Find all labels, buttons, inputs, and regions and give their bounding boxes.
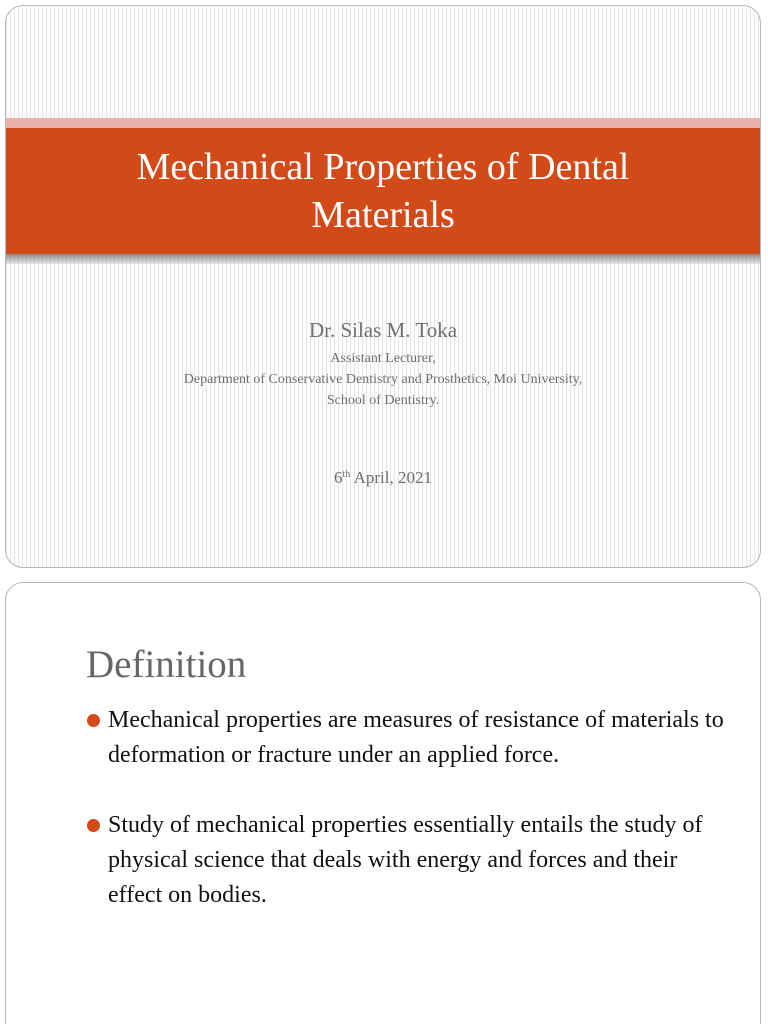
slide-title: Mechanical Properties of Dental Materials: [136, 146, 630, 236]
author-role: Assistant Lecturer,: [330, 351, 436, 366]
bullet-text: Study of mechanical properties essentially entails the study of physical science that deals with energy and forces and their effect on bodies.: [108, 812, 703, 908]
title-slide: [5, 5, 761, 568]
bullet-text: Mechanical properties are measures of resistance of materials to deformation or fracture under an applied force.: [108, 707, 724, 768]
bullet-item: [86, 703, 726, 773]
bullet-item: [86, 808, 726, 913]
bullet-dot-icon: [87, 819, 100, 832]
title-band: [6, 128, 760, 254]
date-day: 6: [334, 468, 343, 487]
author-name: Dr. Silas M. Toka: [308, 318, 458, 342]
slide-heading: Definition: [86, 643, 247, 686]
title-band-shadow: [6, 254, 760, 264]
date-suffix: th: [342, 469, 351, 480]
author-department: Department of Conservative Dentistry and Prosthetics, Moi University,: [183, 372, 583, 387]
date-rest: April, 2021: [350, 468, 432, 487]
subtitle-block: [6, 316, 760, 411]
author-school: School of Dentistry.: [326, 393, 440, 408]
presentation-date: [6, 466, 760, 490]
bullet-dot-icon: [87, 714, 100, 727]
title-band-highlight: [6, 118, 760, 128]
definition-slide: [5, 582, 761, 1024]
bullet-list: [86, 703, 726, 948]
